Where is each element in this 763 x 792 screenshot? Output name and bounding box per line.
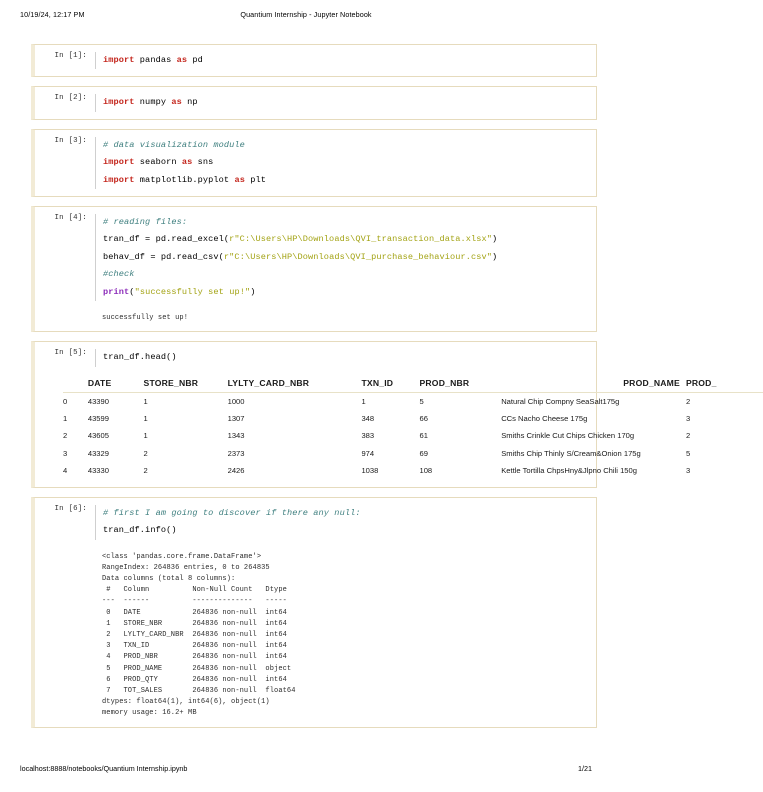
print-header — [0, 10, 612, 24]
code-comment: # data visualization module — [103, 139, 245, 150]
code-keyword-as: as — [234, 174, 245, 185]
notebook-cell-4[interactable] — [31, 206, 597, 332]
cell-inner — [35, 130, 596, 196]
code-comment-line — [103, 266, 596, 283]
col-header-date: DATE — [88, 376, 144, 393]
cell-lylty-card-nbr: 2373 — [227, 448, 245, 458]
cell-store-nbr: 1 — [143, 431, 148, 441]
print-title: Quantium Internship - Jupyter Notebook — [240, 10, 372, 19]
cell-prompt-4: In [4]: — [54, 214, 87, 223]
col-header-store-nbr: STORE_NBR — [144, 376, 228, 393]
table-row — [63, 427, 763, 444]
cell-txn-id: 383 — [361, 431, 375, 441]
print-date: 10/19/24, 12:17 PM — [20, 10, 85, 19]
cell-input-4[interactable] — [95, 214, 596, 301]
cell-lylty-card-nbr: 1307 — [227, 414, 245, 424]
cell-inner — [35, 342, 717, 486]
notebook-cell-5[interactable] — [31, 341, 717, 487]
col-header-lylty-card-nbr: LYLTY_CARD_NBR — [228, 376, 362, 393]
code-string-path: r"C:\Users\HP\Downloads\QVI_transaction_data.xlsx" — [229, 234, 493, 245]
code-keyword: import — [103, 97, 135, 108]
code-line — [103, 249, 596, 266]
cell-prod-name: Natural Chip Compny SeaSalt175g — [501, 396, 620, 406]
cell-prompt-5: In [5]: — [54, 349, 87, 358]
cell-prod-qty: 3 — [685, 466, 691, 476]
table-header-row — [63, 376, 763, 393]
code-paren: ( — [129, 286, 135, 297]
cell-inner — [35, 207, 596, 331]
code-paren: ) — [250, 286, 256, 297]
footer-page-number: 1/21 — [578, 764, 592, 773]
cell-index: 2 — [63, 431, 68, 441]
cell-index: 4 — [63, 466, 68, 476]
code-module: pandas — [134, 55, 177, 65]
cell-store-nbr: 1 — [143, 396, 148, 406]
code-module: seaborn — [134, 157, 182, 168]
cell-date: 43330 — [87, 466, 109, 476]
cell-index: 0 — [63, 396, 68, 406]
cell-prod-nbr: 66 — [419, 414, 428, 424]
cell-prod-name: Smiths Crinkle Cut Chips Chicken 170g — [501, 431, 635, 441]
notebook-body — [0, 44, 717, 737]
col-header-prod-qty-truncated: PROD_ — [686, 376, 763, 393]
output-spacer — [35, 540, 596, 552]
cell-input-3[interactable] — [95, 137, 596, 189]
cell-date: 43329 — [87, 448, 109, 458]
cell-input-5[interactable] — [95, 349, 596, 366]
cell-input-6[interactable] — [95, 505, 596, 540]
cell-prod-qty: 5 — [685, 448, 691, 458]
output-spacer — [35, 301, 596, 313]
cell-txn-id: 1 — [361, 396, 366, 406]
cell-txn-id: 974 — [361, 448, 375, 458]
cell-prod-qty: 2 — [685, 396, 691, 406]
code-line — [103, 154, 596, 171]
cell-lylty-card-nbr: 1000 — [227, 396, 245, 406]
code-builtin-print: print — [103, 286, 130, 297]
cell-inner — [35, 498, 596, 727]
code-assignment: tran_df = pd.read_excel( — [103, 234, 230, 245]
notebook-cell-3[interactable] — [31, 129, 597, 197]
cell-output-6: <class 'pandas.core.frame.DataFrame'> RangeIndex: 264836 entries, 0 to 264835 Data columns (total 8 columns): # Column Non-Null Count Dtype --- ------ -------------- ----- 0 DATE 264836 non-null int64 1 STORE_NBR 264836 non-null int64 2 LYLTY_CARD_NBR 264836 non-null int64 3 TXN_ID 264836 non-null int64 4 PROD_NBR 264836 non-null int64 5 PROD_NAME 264836 non-null object 6 PROD_QTY 264836 non-null int64 7 TOT_SALES 264836 non-null float64 dtypes: float64(1), int64(6), object(1) memory usage: 16.2+ MB — [102, 552, 296, 718]
cell-store-nbr: 2 — [143, 466, 148, 476]
table-row — [63, 410, 763, 427]
code-line — [103, 284, 596, 301]
code-line: tran_df.info() — [103, 525, 177, 536]
cell-input-1[interactable] — [95, 52, 596, 69]
cell-prod-qty: 2 — [685, 431, 691, 441]
cell-lylty-card-nbr: 1343 — [227, 431, 245, 441]
code-keyword-as: as — [181, 157, 193, 168]
cell-prod-nbr: 108 — [419, 466, 433, 476]
code-keyword-as: as — [176, 55, 188, 65]
cell-prompt-1: In [1]: — [54, 52, 87, 60]
footer-url: localhost:8888/notebooks/Quantium Internship.ipynb — [20, 764, 188, 773]
cell-prod-nbr: 69 — [419, 448, 428, 458]
code-keyword: import — [103, 157, 135, 168]
cell-prompt-6: In [6]: — [54, 504, 87, 513]
code-assignment: behav_df = pd.read_csv( — [103, 251, 224, 262]
col-header-txn-id: TXN_ID — [361, 376, 419, 393]
cell-txn-id: 348 — [361, 414, 375, 424]
code-alias: sns — [192, 157, 214, 168]
cell-store-nbr: 2 — [143, 448, 148, 458]
code-comment-line — [103, 137, 596, 154]
cell-date: 43599 — [87, 414, 109, 424]
cell-prod-name: Smiths Chip Thinly S/Cream&Onion 175g — [501, 448, 641, 458]
code-line: tran_df.head() — [103, 352, 177, 363]
code-alias: pd — [187, 55, 203, 65]
code-keyword-as: as — [171, 97, 182, 108]
code-alias: plt — [244, 174, 266, 185]
cell-index: 1 — [63, 414, 68, 424]
code-keyword: import — [103, 55, 135, 65]
code-module: numpy — [134, 97, 172, 108]
col-header-index — [63, 376, 88, 393]
code-line — [103, 172, 596, 189]
cell-inner — [35, 87, 596, 118]
notebook-cell-1[interactable] — [31, 44, 597, 77]
code-line — [103, 231, 596, 248]
cell-prod-nbr: 61 — [419, 431, 428, 441]
cell-prompt-3: In [3]: — [54, 136, 87, 145]
cell-index: 3 — [63, 448, 68, 458]
notebook-cell-6[interactable] — [31, 497, 597, 728]
code-comment-line — [103, 505, 596, 522]
code-comment: #check — [103, 269, 135, 280]
cell-prod-nbr: 5 — [419, 396, 424, 406]
cell-inner — [35, 45, 596, 76]
table-body — [63, 392, 763, 480]
cell-lylty-card-nbr: 2426 — [227, 466, 245, 476]
code-line — [103, 52, 596, 69]
cell-prod-name: Kettle Tortilla ChpsHny&Jlpno Chili 150g — [501, 466, 637, 476]
col-header-prod-nbr: PROD_NBR — [419, 376, 501, 393]
code-comment: # reading files: — [103, 217, 188, 228]
dataframe-table — [63, 376, 763, 480]
cell-output-4: successfully set up! — [102, 314, 189, 323]
print-footer — [0, 764, 612, 778]
table-row — [63, 392, 763, 410]
cell-date: 43605 — [87, 431, 109, 441]
table-row — [63, 445, 763, 462]
cell-date: 43390 — [87, 396, 109, 406]
col-header-prod-name: PROD_NAME — [501, 376, 686, 393]
cell-input-2[interactable] — [95, 94, 596, 111]
table-row — [63, 462, 763, 479]
code-string-path: r"C:\Users\HP\Downloads\QVI_purchase_behaviour.csv" — [223, 251, 493, 262]
code-comment-line — [103, 214, 596, 231]
code-alias: np — [181, 97, 198, 108]
code-keyword: import — [103, 174, 135, 185]
cell-txn-id: 1038 — [361, 466, 379, 476]
cell-prod-name: CCs Nacho Cheese 175g — [501, 414, 588, 424]
code-comment: # first I am going to discover if there any null: — [103, 507, 361, 518]
table-head — [63, 376, 763, 393]
cell-prompt-2: In [2]: — [54, 94, 87, 103]
dataframe-output — [63, 376, 717, 480]
notebook-cell-2[interactable] — [31, 86, 597, 119]
code-string: "successfully set up!" — [134, 286, 251, 297]
code-paren: ) — [492, 234, 498, 245]
cell-store-nbr: 1 — [143, 414, 148, 424]
code-line — [103, 94, 596, 111]
code-module: matplotlib.pyplot — [134, 174, 235, 185]
cell-prod-qty: 3 — [685, 414, 691, 424]
code-paren: ) — [492, 251, 498, 262]
